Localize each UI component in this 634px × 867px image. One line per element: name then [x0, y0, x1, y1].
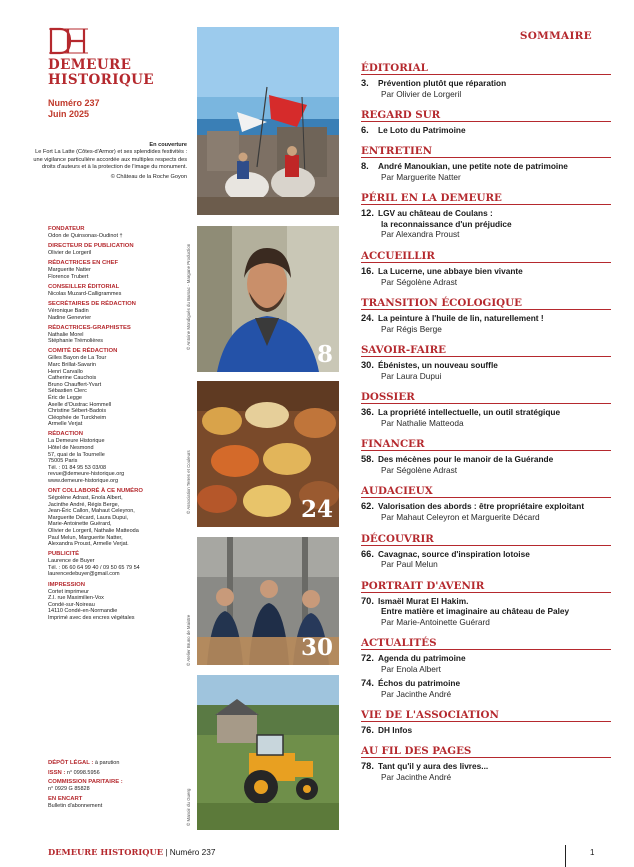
toc-entry [361, 407, 611, 429]
masthead-line: Cortet imprimeur [48, 588, 89, 595]
toc-entry-page: 58. [361, 454, 374, 465]
toc-entry-page: 16. [361, 265, 374, 276]
cover-caption-credit: © Château de la Roche Goyon [110, 173, 187, 180]
masthead-heading: CONSEILLER ÉDITORIAL [48, 283, 120, 290]
toc-entry-page: 70. [361, 595, 374, 606]
tractor-photo-credit: © Manoir du Guerg [186, 788, 191, 826]
toc-entry [361, 454, 611, 476]
cabinetmakers-photo-credit: © Atelier Bruno de Maistre [186, 614, 191, 666]
toc-entry-title-continued: Entre matière et imaginaire au château de Paley [381, 606, 570, 617]
masthead-heading: RÉDACTION [48, 431, 84, 438]
toc-section [361, 637, 611, 699]
toc-entry-title: Prévention plutôt que réparation [378, 78, 507, 88]
toc-entry-page: 66. [361, 548, 374, 559]
toc-entry-line [361, 761, 611, 772]
masthead-line: www.demeure-historique.org [48, 477, 119, 484]
toc-section [361, 297, 611, 335]
toc-entry-line [361, 653, 611, 664]
masthead-line: Marc Brillat-Savarin [48, 361, 96, 368]
masthead-line: Armelle Verjat [48, 421, 83, 428]
masthead-line: 75005 Paris [48, 458, 78, 465]
masthead-line: Nadine Genevrier [48, 314, 92, 321]
toc-entry-line [361, 313, 611, 324]
masthead-block [48, 551, 183, 578]
masthead-line: Olivier de Lorgeril [48, 250, 92, 257]
masthead-line: La Demeure Historique [48, 438, 105, 445]
masthead-line: Bruno Chauffert-Yvart [48, 381, 102, 388]
masthead-line: Alexandra Proust, Armelle Verjat. [48, 541, 129, 548]
toc-entry [361, 761, 611, 783]
tractor-photo [197, 675, 339, 830]
toc-entry-line [361, 549, 611, 560]
tractor-photo-image [197, 675, 339, 830]
toc-entry-title: Tant qu'il y aura des livres... [378, 761, 489, 772]
toc-entry-page: 6. [361, 125, 369, 136]
masthead-line: Cléophée de Turckheim [48, 414, 107, 421]
interview-photo-page-number: 8 [316, 341, 333, 368]
toc-entry-title: Valorisation des abords : être propriétaire exploitant [378, 501, 585, 512]
legal-info [48, 760, 183, 812]
masthead-line: Marguerite Décard, Laura Dupui, [48, 514, 129, 521]
pigments-photo [197, 381, 339, 527]
toc-entry-page: 12. [361, 208, 374, 219]
toc-section [361, 145, 611, 183]
masthead-line: Z.I. rue Maximilien-Vox [48, 595, 104, 602]
toc-entry-author: Par Laura Dupui [381, 370, 442, 381]
toc-section [361, 62, 611, 100]
masthead-line: Jacinthe André, Régis Berge, [48, 501, 120, 508]
footer-divider [565, 845, 566, 867]
masthead-block [48, 325, 183, 345]
brand-line1: DEMEURE [48, 57, 132, 73]
masthead-line: Tél. : 06 60 64 99 40 / 09 50 65 79 54 [48, 564, 140, 571]
toc-section-title: PORTRAIT D'AVENIR [361, 580, 611, 593]
toc-entry-title: La peinture à l'huile de lin, naturellement ! [378, 313, 544, 324]
toc-entry-author: Par Olivier de Lorgeril [381, 88, 462, 99]
masthead-line: Henri Carvallo [48, 368, 83, 375]
masthead-line: Éric de Legge [48, 394, 82, 401]
cabinetmakers-photo [197, 537, 339, 665]
toc-entry-title: Le Loto du Patrimoine [378, 125, 466, 136]
toc-entry [361, 725, 611, 736]
toc-entry-line [361, 407, 611, 418]
masthead-heading: PUBLICITÉ [48, 551, 80, 558]
pigments-photo-page-number: 24 [300, 496, 333, 523]
table-of-contents [361, 62, 611, 792]
toc-entry [361, 653, 611, 675]
issn-label: ISSN : [48, 769, 66, 776]
toc-entry-title: André Manoukian, une petite note de patrimoine [378, 161, 568, 172]
toc-entry-line [361, 208, 611, 219]
page-footer [48, 847, 215, 857]
depot-legal-label: DÉPÔT LÉGAL : [48, 760, 94, 766]
brand-name [48, 58, 154, 88]
masthead-block [48, 284, 183, 298]
masthead-line: Nathalie Morel [48, 331, 84, 338]
cover-caption-title: En couverture [149, 142, 187, 148]
toc-entry [361, 360, 611, 382]
toc-section-title: ENTRETIEN [361, 145, 611, 158]
toc-entry-page: 74. [361, 677, 374, 688]
toc-entry-line [361, 725, 611, 736]
masthead-block [48, 301, 183, 321]
toc-entry-title: La Lucerne, une abbaye bien vivante [378, 265, 523, 276]
masthead-line: Tél. : 01 84 95 53 03/08 [48, 464, 107, 471]
masthead-line: Condé-sur-Noireau [48, 601, 95, 608]
masthead-line: Gilles Bayon de La Tour [48, 355, 107, 362]
toc-section-title: ÉDITORIAL [361, 62, 611, 75]
encart-value: Bulletin d'abonnement [48, 802, 103, 809]
masthead-heading: COMITÉ DE RÉDACTION [48, 348, 118, 355]
masthead-heading: SECRÉTAIRES DE RÉDACTION [48, 300, 136, 307]
masthead-line: laurencedebuyer@gmail.com [48, 571, 120, 578]
toc-section [361, 745, 611, 783]
toc-entry-author: Par Ségolène Adrast [381, 464, 458, 475]
toc-entry-line [361, 266, 611, 277]
toc-entry [361, 161, 611, 183]
issn-value: n° 0998.5956 [65, 769, 100, 776]
toc-entry-page: 62. [361, 501, 374, 512]
toc-entry-author: Par Mahaut Celeyron et Marguerite Décard [381, 512, 540, 523]
brand-line2: HISTORIQUE [48, 72, 154, 88]
toc-entry-line [361, 125, 611, 136]
toc-entry-title: Ébénistes, un nouveau souffle [378, 360, 498, 371]
masthead-block [48, 243, 183, 257]
toc-entry-author: Par Nathalie Matteoda [381, 417, 464, 428]
masthead-line: revue@demeure-historique.org [48, 471, 125, 478]
toc-entry-author: Par Paul Melun [381, 559, 438, 570]
masthead-line: Odon de Quinsonas-Oudinot † [48, 233, 123, 239]
toc-entry [361, 266, 611, 288]
toc-entry-title: Ismaël Murat El Hakim. [378, 595, 469, 606]
interview-photo-credit: © Antoine Mondiguès du Barsac - Margane Production [186, 243, 191, 350]
masthead-heading: RÉDACTRICES EN CHEF [48, 260, 119, 267]
masthead-block [48, 226, 183, 240]
toc-section-title: AUDACIEUX [361, 485, 611, 498]
masthead [48, 226, 183, 625]
toc-entry-title: DH Infos [378, 725, 413, 735]
toc-section [361, 344, 611, 382]
masthead-line: Sébastien Clerc [48, 388, 87, 395]
encart-label: EN ENCART [48, 795, 83, 802]
footer-issue: | Numéro 237 [163, 847, 216, 857]
masthead-block [48, 348, 183, 428]
masthead-line: Imprimé avec des encres végétales [48, 614, 135, 621]
toc-entry [361, 313, 611, 335]
toc-entry-author: Par Régis Berge [381, 323, 442, 334]
masthead-block [48, 431, 183, 484]
toc-entry-author: Par Marie-Antoinette Guérard [381, 616, 490, 627]
toc-section [361, 580, 611, 628]
masthead-line: Stéphanie Trémolières [48, 338, 104, 345]
masthead-line: Ségolène Adrast, Enola Albert, [48, 495, 123, 502]
toc-section [361, 438, 611, 476]
toc-entry-line [361, 161, 611, 172]
toc-section [361, 533, 611, 571]
depot-legal-value: à parution [93, 760, 120, 766]
pigments-photo-credit: © Association Terres et Couleurs [186, 450, 191, 514]
toc-section-title: VIE DE L'ASSOCIATION [361, 709, 611, 722]
masthead-line: Axelle d'Oustrac Hommell [48, 401, 112, 408]
masthead-heading: RÉDACTRICES-GRAPHISTES [48, 324, 131, 331]
masthead-line: Olivier de Lorgeril, Nathalie Matteoda [48, 528, 139, 534]
toc-section-title: DOSSIER [361, 391, 611, 404]
masthead-line: 57, quai de la Tournelle [48, 451, 105, 458]
toc-section [361, 709, 611, 736]
masthead-heading: DIRECTEUR DE PUBLICATION [48, 243, 134, 250]
toc-entry-author: Par Jacinthe André [381, 688, 452, 699]
issue-number: Numéro 237 [48, 98, 100, 108]
masthead-line: Véronique Badin [48, 307, 89, 314]
toc-entry-page: 24. [361, 313, 374, 324]
toc-entry-line [361, 596, 611, 607]
toc-entry-line [361, 678, 611, 689]
demeure-historique-logo-icon [48, 26, 90, 56]
masthead-block [48, 582, 183, 622]
toc-entry-page: 30. [361, 360, 374, 371]
toc-entry-title: Échos du patrimoine [378, 677, 461, 688]
toc-section [361, 250, 611, 288]
cover-photo [197, 27, 339, 215]
masthead-heading: IMPRESSION [48, 581, 85, 588]
toc-section-title: REGARD SUR [361, 109, 611, 122]
issue-date: Juin 2025 [48, 109, 90, 119]
toc-entry-author: Par Jacinthe André [381, 771, 452, 782]
masthead-line: Hôtel de Nesmond [48, 444, 94, 451]
toc-entry-line [361, 78, 611, 89]
toc-entry-author: Par Ségolène Adrast [381, 276, 458, 287]
cover-caption [30, 142, 187, 181]
toc-entry-page: 3. [361, 78, 369, 88]
toc-entry-page: 76. [361, 725, 374, 735]
cover-caption-text: Le Fort La Latte (Côtes-d'Armor) et ses splendides festivités : une vigilance particulière accordée aux multiples respects des droits d'auteurs et à la protection de l'image du monument. [33, 149, 187, 171]
toc-entry-author: Par Marguerite Natter [381, 171, 461, 182]
toc-entry-line [361, 360, 611, 371]
page-number: 1 [590, 848, 595, 857]
toc-section-title: ACCUEILLIR [361, 250, 611, 263]
footer-brand: DEMEURE HISTORIQUE [48, 847, 164, 857]
toc-entry-author: Par Alexandra Proust [381, 229, 460, 240]
toc-entry [361, 596, 611, 628]
toc-entry-title: LGV au château de Coulans : [378, 208, 493, 219]
issue-info [48, 98, 100, 120]
cover-photo-image [197, 27, 339, 215]
masthead-line: Marguerite Natter [48, 267, 91, 274]
toc-section-title: AU FIL DES PAGES [361, 745, 611, 758]
toc-section-title: PÉRIL EN LA DEMEURE [361, 192, 611, 205]
toc-entry-line [361, 454, 611, 465]
toc-entry-title-continued: la reconnaissance d'un préjudice [381, 218, 512, 229]
toc-entry-page: 78. [361, 761, 374, 772]
toc-section [361, 192, 611, 240]
toc-section-title: TRANSITION ÉCOLOGIQUE [361, 297, 611, 310]
toc-entry [361, 678, 611, 700]
toc-section [361, 109, 611, 136]
toc-section [361, 391, 611, 429]
toc-entry [361, 208, 611, 240]
sommaire-title: SOMMAIRE [519, 30, 592, 42]
commission-value: n° 0929 G 85828 [48, 786, 90, 793]
toc-section-title: ACTUALITÉS [361, 637, 611, 650]
masthead-heading: ONT COLLABORÉ À CE NUMÉRO [48, 488, 143, 495]
masthead-line: Marie-Antoinette Guérard, [48, 521, 112, 528]
toc-entry [361, 549, 611, 571]
toc-entry-title: Cavagnac, source d'inspiration lotoise [378, 548, 530, 559]
cabinetmakers-photo-page-number: 30 [300, 634, 333, 661]
interview-photo [197, 226, 339, 372]
toc-section [361, 485, 611, 523]
commission-label: COMMISSION PARITAIRE : [48, 779, 123, 786]
masthead-line: 14110 Condé-en-Normandie [48, 608, 118, 615]
toc-section-title: FINANCER [361, 438, 611, 451]
toc-entry [361, 501, 611, 523]
toc-entry [361, 78, 611, 100]
masthead-block [48, 260, 183, 280]
toc-entry-title: La propriété intellectuelle, un outil stratégique [378, 407, 561, 418]
masthead-line: Catherine Cauchois [48, 375, 97, 382]
toc-entry-page: 72. [361, 653, 374, 664]
masthead-block [48, 488, 183, 548]
masthead-heading: FONDATEUR [48, 226, 85, 232]
masthead-line: Christine Sébert-Badois [48, 408, 107, 415]
toc-entry-author: Par Enola Albert [381, 663, 441, 674]
toc-entry-title: Agenda du patrimoine [378, 653, 466, 664]
toc-entry [361, 125, 611, 136]
masthead-line: Jean-Éric Callon, Mahaut Celeyron, [48, 508, 135, 515]
masthead-line: Nicolas Muzard-Calligrammes [48, 290, 122, 297]
toc-entry-line [361, 501, 611, 512]
toc-entry-page: 36. [361, 407, 374, 418]
toc-section-title: SAVOIR-FAIRE [361, 344, 611, 357]
masthead-line: Laurence de Buyer [48, 558, 95, 565]
toc-entry-page: 8. [361, 161, 369, 172]
toc-entry-title: Des mécènes pour le manoir de la Guérande [378, 454, 554, 465]
masthead-line: Paul Melun, Marguerite Natter, [48, 534, 123, 541]
toc-section-title: DÉCOUVRIR [361, 533, 611, 546]
masthead-line: Florence Trubert [48, 273, 89, 280]
